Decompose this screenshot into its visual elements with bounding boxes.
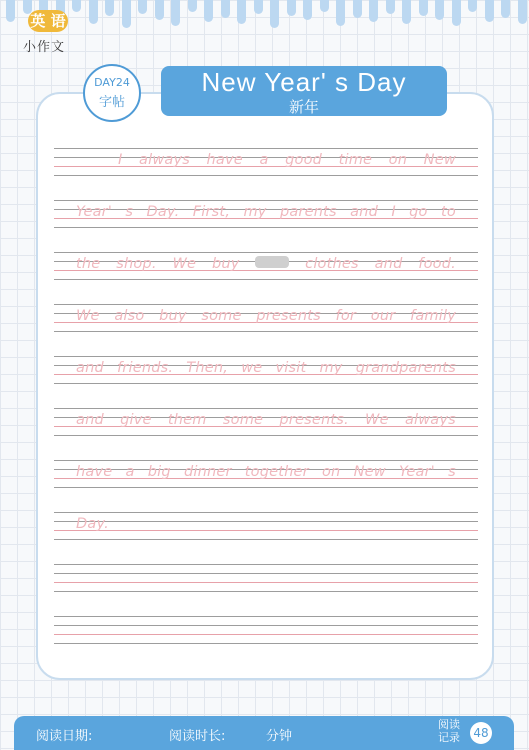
passage-word: we — [241, 360, 263, 376]
drip-decoration — [155, 0, 164, 20]
passage-word: friends. — [117, 360, 174, 376]
logo-subtitle: 小作文 — [23, 40, 66, 55]
drip-decoration — [221, 0, 230, 18]
passage-word: family — [410, 308, 456, 324]
passage-word: always — [139, 152, 191, 168]
ruled-line — [54, 356, 478, 357]
passage-word: New — [423, 152, 456, 168]
passage-line — [76, 204, 456, 220]
ruled-line — [54, 487, 478, 488]
ruled-line — [54, 625, 478, 626]
passage-word: buy — [211, 256, 240, 272]
passage-word: for — [335, 308, 357, 324]
passage-word: have — [76, 464, 113, 480]
passage-word: always — [404, 412, 456, 428]
passage-line — [118, 152, 456, 168]
page-title-chinese: 新年 — [288, 98, 319, 116]
ruled-line — [54, 383, 478, 384]
passage-word: Year' — [76, 204, 113, 220]
day-label: DAY24 — [94, 76, 130, 89]
drip-decoration — [105, 0, 114, 16]
ruled-line — [54, 634, 478, 635]
ruled-line — [54, 573, 478, 574]
passage-word: I — [118, 152, 123, 168]
ruled-line — [54, 591, 478, 592]
passage-word: parents — [279, 204, 337, 220]
drip-decoration — [171, 0, 180, 26]
writing-line-group — [54, 616, 478, 650]
drip-decoration — [501, 0, 510, 18]
writing-line-group — [54, 148, 478, 182]
drip-decoration — [419, 0, 428, 16]
drip-decoration — [468, 0, 477, 12]
app-logo — [18, 10, 82, 56]
drip-decoration — [386, 0, 395, 14]
writing-line-group — [54, 408, 478, 442]
day-badge — [83, 64, 141, 122]
passage-word: Day. — [146, 204, 180, 220]
passage-word: buy — [159, 308, 187, 324]
passage-word: We — [172, 256, 197, 272]
passage-word: s — [448, 464, 456, 480]
ruled-line — [54, 331, 478, 332]
passage-word: We — [365, 412, 389, 428]
passage-word: shop. — [116, 256, 157, 272]
passage-word: a — [259, 152, 269, 168]
reading-duration-label: 阅读时长: — [169, 729, 226, 744]
drip-decoration — [138, 0, 147, 14]
title-banner — [161, 66, 447, 116]
passage-word: on — [388, 152, 408, 168]
drip-decoration — [303, 0, 312, 20]
ruled-line — [54, 616, 478, 617]
ruled-line — [54, 564, 478, 565]
passage-word: also — [114, 308, 145, 324]
ruled-line — [54, 435, 478, 436]
ruled-line — [54, 643, 478, 644]
reading-date-label: 阅读日期: — [36, 729, 93, 744]
passage-word: go — [409, 204, 428, 220]
passage-word: together — [244, 464, 309, 480]
writing-line-group — [54, 460, 478, 494]
passage-word: some — [222, 412, 264, 428]
passage-line — [76, 516, 456, 532]
reading-record-label: 阅读记录 — [438, 718, 460, 744]
passage-word: s — [125, 204, 134, 220]
drip-decoration — [270, 0, 279, 28]
passage-line — [76, 360, 456, 376]
badge-type: 字帖 — [98, 95, 125, 110]
ruled-line — [54, 175, 478, 176]
ruled-line — [54, 304, 478, 305]
passage-word: dinner — [183, 464, 232, 480]
passage-word: time — [338, 152, 373, 168]
drip-decoration — [353, 0, 362, 18]
passage-word: big — [147, 464, 171, 480]
ruled-line — [54, 512, 478, 513]
passage-word: We — [76, 308, 100, 324]
drip-decoration — [320, 0, 329, 12]
passage-word: presents. — [279, 412, 349, 428]
footer-bar — [14, 716, 514, 750]
ruled-line — [54, 252, 478, 253]
page-title: New Year' s Day — [201, 67, 407, 97]
passage-line — [76, 412, 456, 428]
drip-decoration — [237, 0, 246, 24]
ruled-line — [54, 227, 478, 228]
drip-decoration — [6, 0, 15, 22]
passage-word: them — [167, 412, 207, 428]
drip-decoration — [188, 0, 197, 12]
page-number: 48 — [470, 722, 492, 744]
drip-decoration — [518, 0, 527, 24]
passage-word: and — [374, 256, 403, 272]
ruled-line — [54, 200, 478, 201]
passage-word: clothes — [305, 256, 359, 272]
drip-decoration — [452, 0, 461, 26]
drip-decoration — [369, 0, 378, 22]
logo-bubble: 英 语 — [28, 10, 68, 32]
ruled-line — [54, 582, 478, 583]
passage-word: visit — [275, 360, 307, 376]
writing-line-group — [54, 512, 478, 546]
ruled-line — [54, 460, 478, 461]
drip-decoration — [122, 0, 131, 28]
passage-line — [76, 308, 456, 324]
drip-decoration — [435, 0, 444, 20]
ruled-line — [54, 148, 478, 149]
passage-word: on — [321, 464, 341, 480]
passage-word: my — [319, 360, 343, 376]
passage-word: First, — [192, 204, 231, 220]
passage-word: a — [125, 464, 135, 480]
passage-word: Then, — [186, 360, 229, 376]
drip-decoration — [254, 0, 263, 14]
drip-decoration — [287, 0, 296, 16]
passage-word: Year' — [398, 464, 435, 480]
passage-word: food. — [418, 256, 456, 272]
drip-decoration — [336, 0, 345, 26]
writing-line-group — [54, 304, 478, 338]
drip-decoration — [485, 0, 494, 22]
passage-word: some — [201, 308, 242, 324]
passage-word: and — [76, 360, 104, 376]
passage-word: grandparents — [355, 360, 456, 376]
ruled-line — [54, 279, 478, 280]
passage-word: I — [391, 204, 396, 220]
passage-word: my — [243, 204, 267, 220]
drip-decoration — [402, 0, 411, 24]
ruled-line — [54, 408, 478, 409]
passage-word: New — [353, 464, 386, 480]
minutes-label: 分钟 — [266, 729, 293, 744]
passage-line — [76, 464, 456, 480]
passage-word: the — [76, 256, 101, 272]
writing-line-group — [54, 564, 478, 598]
passage-word: have — [206, 152, 243, 168]
passage-word: give — [120, 412, 152, 428]
passage-word: and — [350, 204, 378, 220]
smudged-word — [255, 256, 289, 268]
writing-line-group — [54, 252, 478, 286]
passage-word: Day. — [76, 516, 109, 532]
ruled-line — [54, 539, 478, 540]
drip-decoration — [204, 0, 213, 22]
passage-line — [76, 256, 456, 272]
writing-line-group — [54, 356, 478, 390]
writing-line-group — [54, 200, 478, 234]
passage-word: and — [76, 412, 104, 428]
passage-word: presents — [256, 308, 321, 324]
passage-word: good — [285, 152, 323, 168]
passage-word: to — [440, 204, 456, 220]
drip-decoration — [89, 0, 98, 24]
passage-word: our — [370, 308, 396, 324]
